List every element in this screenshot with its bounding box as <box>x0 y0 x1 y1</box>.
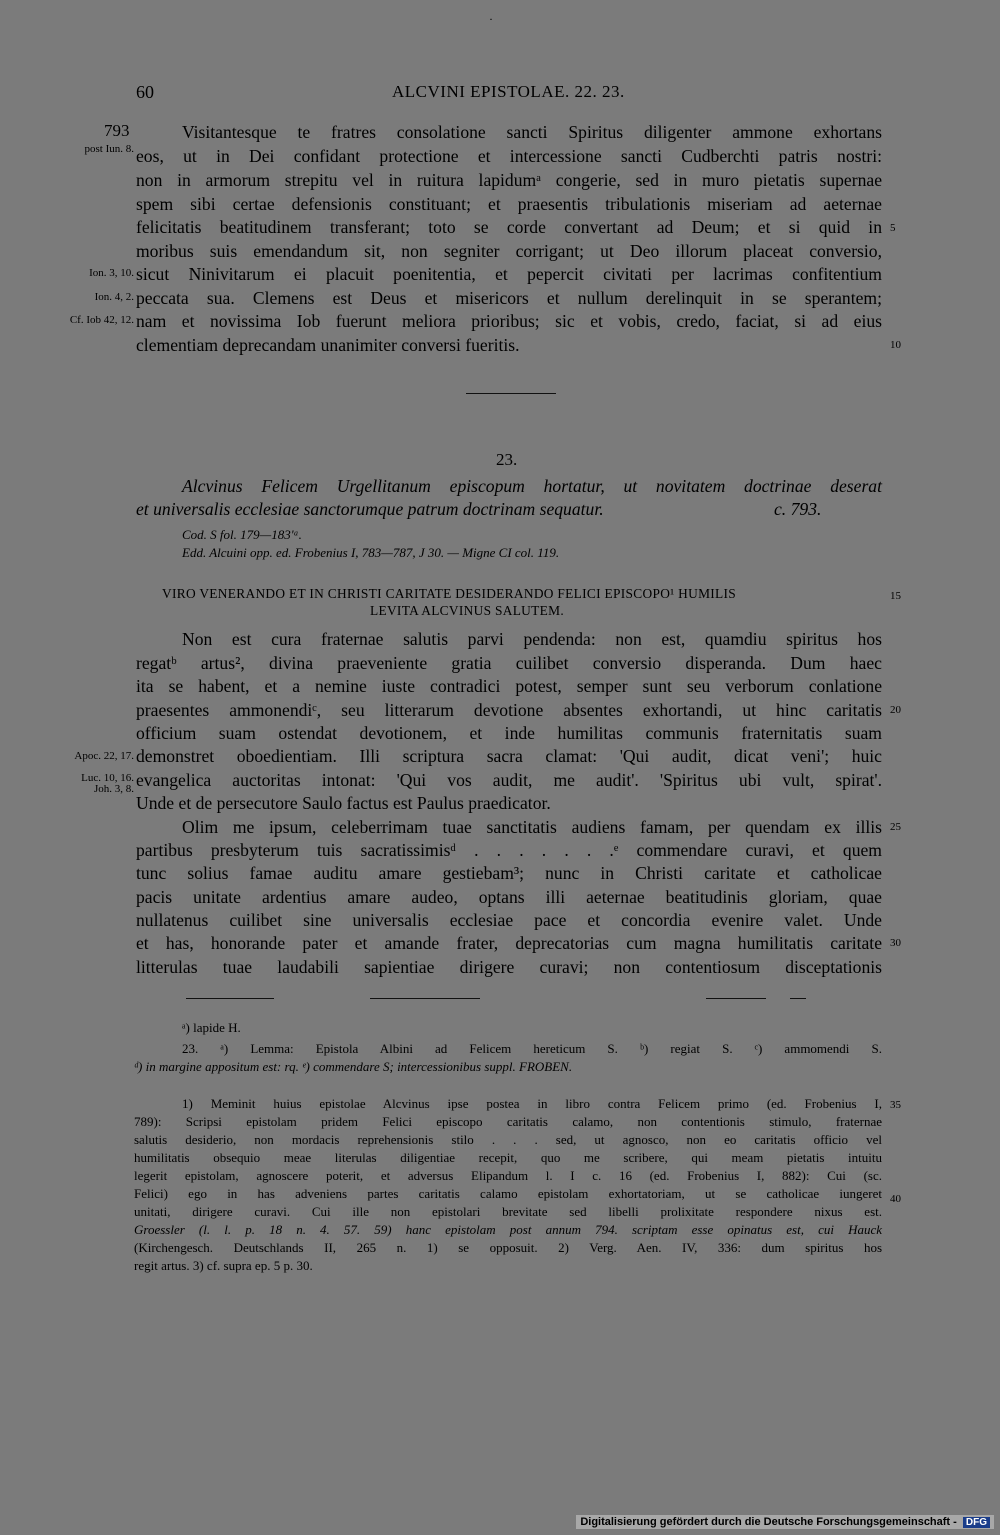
dfg-logo: DFG <box>963 1517 990 1528</box>
footnote-line: (Kirchengesch. Deutschlands II, 265 n. 1) se opposuit. 2) Verg. Aen. IV, 336: dum spiritus hos <box>134 1240 882 1255</box>
apparatus-rule <box>706 998 766 999</box>
top-mark: · <box>489 12 493 26</box>
text-line: non in armorum strepitu vel in ruitura lapidumᵃ congerie, sed in muro pietatis supernae <box>136 170 882 190</box>
text-line: pacis unitate ardentius amare audeo, optans illi aeternae beatitudinis gloriam, quae <box>136 887 882 907</box>
text-line: et has, honorande pater et amande frater, deprecatorias cum magna humilitatis caritate <box>136 933 882 953</box>
salutation: LEVITA ALCVINUS SALUTEM. <box>370 603 564 618</box>
digitization-credit <box>576 1515 994 1529</box>
letter-date: c. 793. <box>774 499 822 519</box>
codex-note: Cod. S fol. 179—183'ᵃ. <box>182 527 302 542</box>
text-line: Visitantesque te fratres consolatione sancti Spiritus diligenter ammone exhortans <box>182 122 882 142</box>
text-line: sicut Ninivitarum ei placuit poenitentia, et pepercit civitati per lacrimas confitentium <box>136 264 882 284</box>
line-number: 5 <box>890 222 896 234</box>
footnote-line: Felici) ego in has adveniens partes caritatis calamo epistolam exhortatoriam, ut se catholicae iungeret <box>134 1186 882 1201</box>
editions-note: Edd. Alcuini opp. ed. Frobenius I, 783—787, J 30. — Migne CI col. 119. <box>182 545 560 560</box>
line-number: 30 <box>890 937 901 949</box>
apparatus-line: ᵃ) lapide H. <box>182 1020 241 1035</box>
apparatus-line: ᵈ) in margine appositum est: rq. ᵉ) commendare S; intercessionibus suppl. FROBEN. <box>134 1059 573 1074</box>
apparatus-rule <box>186 998 274 999</box>
footnote-line: legerit epistolam, agnoscere poterit, et adversus Elipandum l. I c. 16 (ed. Frobenius I, 882): Cui (sc. <box>134 1168 882 1183</box>
footnote-line: salutis desiderio, non mordacis reprehensionis stilo . . . sed, ut agnosco, non eo caritatis officio vel <box>134 1132 882 1147</box>
text-line: felicitatis beatitudinem transferant; toto se corde convertant ad Deum; et si quid in <box>136 217 882 237</box>
footnote-line: unitati, dirigere curavi. Cui ille non epistolari brevitate sed libelli prolixitate respondere nixus est. <box>134 1204 882 1219</box>
text-line: nam et novissima Iob fuerunt meliora prioribus; sic et vobis, credo, faciat, si ad eius <box>136 311 882 331</box>
text-line: peccata sua. Clemens est Deus et misericors et nullum derelinquit in se sperantem; <box>136 288 882 308</box>
year-margin: 793 <box>104 121 130 140</box>
apparatus-line: 23. ᵃ) Lemma: Epistola Albini ad Felicem hereticum S. ᵇ) regiat S. ᶜ) ammomendi S. <box>182 1041 882 1056</box>
line-number: 40 <box>890 1193 901 1205</box>
salutation: VIRO VENERANDO ET IN CHRISTI CARITATE DESIDERANDO FELICI EPISCOPO¹ HUMILIS <box>162 586 737 601</box>
margin-note: Luc. 10, 16. <box>81 772 134 784</box>
apparatus-rule <box>790 998 806 999</box>
text-line: clementiam deprecandam unanimiter conversi fueritis. <box>136 335 520 355</box>
text-line: nullatenus cuilibet sine universalis ecclesiae pace et concordia evenire valet. Unde <box>136 910 882 930</box>
text-line: Unde et de persecutore Saulo factus est Paulus praedicator. <box>136 793 551 813</box>
text-line: evangelica auctoritas intonat: 'Qui vos audit, me audit'. 'Spiritus ubi vult, spirat'. <box>136 770 882 790</box>
margin-note: Ion. 3, 10. <box>89 267 134 279</box>
margin-note: Joh. 3, 8. <box>93 783 134 795</box>
letter-summary: et universalis ecclesiae sanctorumque patrum doctrinam sequatur. <box>136 499 604 519</box>
text-line: spem sibi certae defensionis constituant; et praesentis tribulationis miseriam ad aeternae <box>136 194 882 214</box>
text-line: demonstret oboedientiam. Illi scriptura sacra clamat: 'Qui audit, dicat veni'; huic <box>136 746 882 766</box>
line-number: 20 <box>890 704 901 716</box>
margin-note: Cf. Iob 42, 12. <box>69 314 134 326</box>
footnote-line: humilitatis obsequio meae literulas diligentiae recepit, quo me scribere, qui meam pietatis intuitu <box>134 1150 882 1165</box>
letter-number: 23. <box>496 450 518 469</box>
credit-text: Digitalisierung gefördert durch die Deutsche Forschungsgemeinschaft - <box>580 1516 957 1528</box>
text-line: moribus suis emendandum sit, non segniter corrigant; ut Deo illorum placeat conversio, <box>136 241 882 261</box>
section-separator <box>466 393 556 394</box>
running-title: ALCVINI EPISTOLAE. 22. 23. <box>392 82 625 101</box>
text-line: regatᵇ artus², divina praeveniente gratia cuilibet conversio disperanda. Dum haec <box>136 653 882 673</box>
page-number: 60 <box>136 82 154 102</box>
text-line: officium suam ostendat devotionem, et inde humilitas communis fraternitatis suam <box>136 723 882 743</box>
apparatus-rule <box>370 998 480 999</box>
text-line: eos, ut in Dei confidant protectione et intercessione sancti Cudberchti patris nostri: <box>136 146 882 166</box>
text-line: partibus presbyterum tuis sacratissimisᵈ . . . . . . .ᵉ commendare curavi, et quem <box>136 840 882 860</box>
text-line: ita se habent, et a nemine iuste contradici potest, semper sunt seu verborum conlatione <box>136 676 882 696</box>
margin-note: post Iun. 8. <box>84 143 134 155</box>
line-number: 10 <box>890 339 901 351</box>
margin-note: Apoc. 22, 17. <box>74 750 134 762</box>
text-line: Olim me ipsum, celeberrimam tuae sanctitatis audiens famam, per quendam ex illis <box>182 817 882 837</box>
line-number: 35 <box>890 1099 901 1111</box>
line-number: 15 <box>890 590 901 602</box>
text-line: praesentes ammonendiᶜ, seu litterarum devotione absentes exhortandi, ut hinc caritatis <box>136 700 882 720</box>
footnote-line: 789): Scripsi epistolam pridem Felici episcopo caritatis calamo, non contentionis stimulo, fraternae <box>134 1114 882 1129</box>
line-number: 25 <box>890 821 901 833</box>
text-line: tunc solius famae auditu amare gestiebam³; nunc in Christi caritate et catholicae <box>136 863 882 883</box>
footnote-line: 1) Meminit huius epistolae Alcvinus ipse postea in libro contra Felicem primo (ed. Frobenius I, <box>182 1096 882 1111</box>
letter-summary: Alcvinus Felicem Urgellitanum episcopum hortatur, ut novitatem doctrinae deserat <box>182 476 882 496</box>
text-line: Non est cura fraternae salutis parvi pendenda: non est, quamdiu spiritus hos <box>182 629 882 649</box>
footnote-line: regit artus. 3) cf. supra ep. 5 p. 30. <box>134 1258 313 1273</box>
margin-note: Ion. 4, 2. <box>94 291 134 303</box>
text-line: litterulas tuae laudabili sapientiae dirigere curavi; non contentiosum disceptationis <box>136 957 882 977</box>
footnote-line: Groessler (l. l. p. 18 n. 4. 57. 59) hanc epistolam post annum 794. scriptam esse opinatus est, cui Hauck <box>134 1222 882 1237</box>
